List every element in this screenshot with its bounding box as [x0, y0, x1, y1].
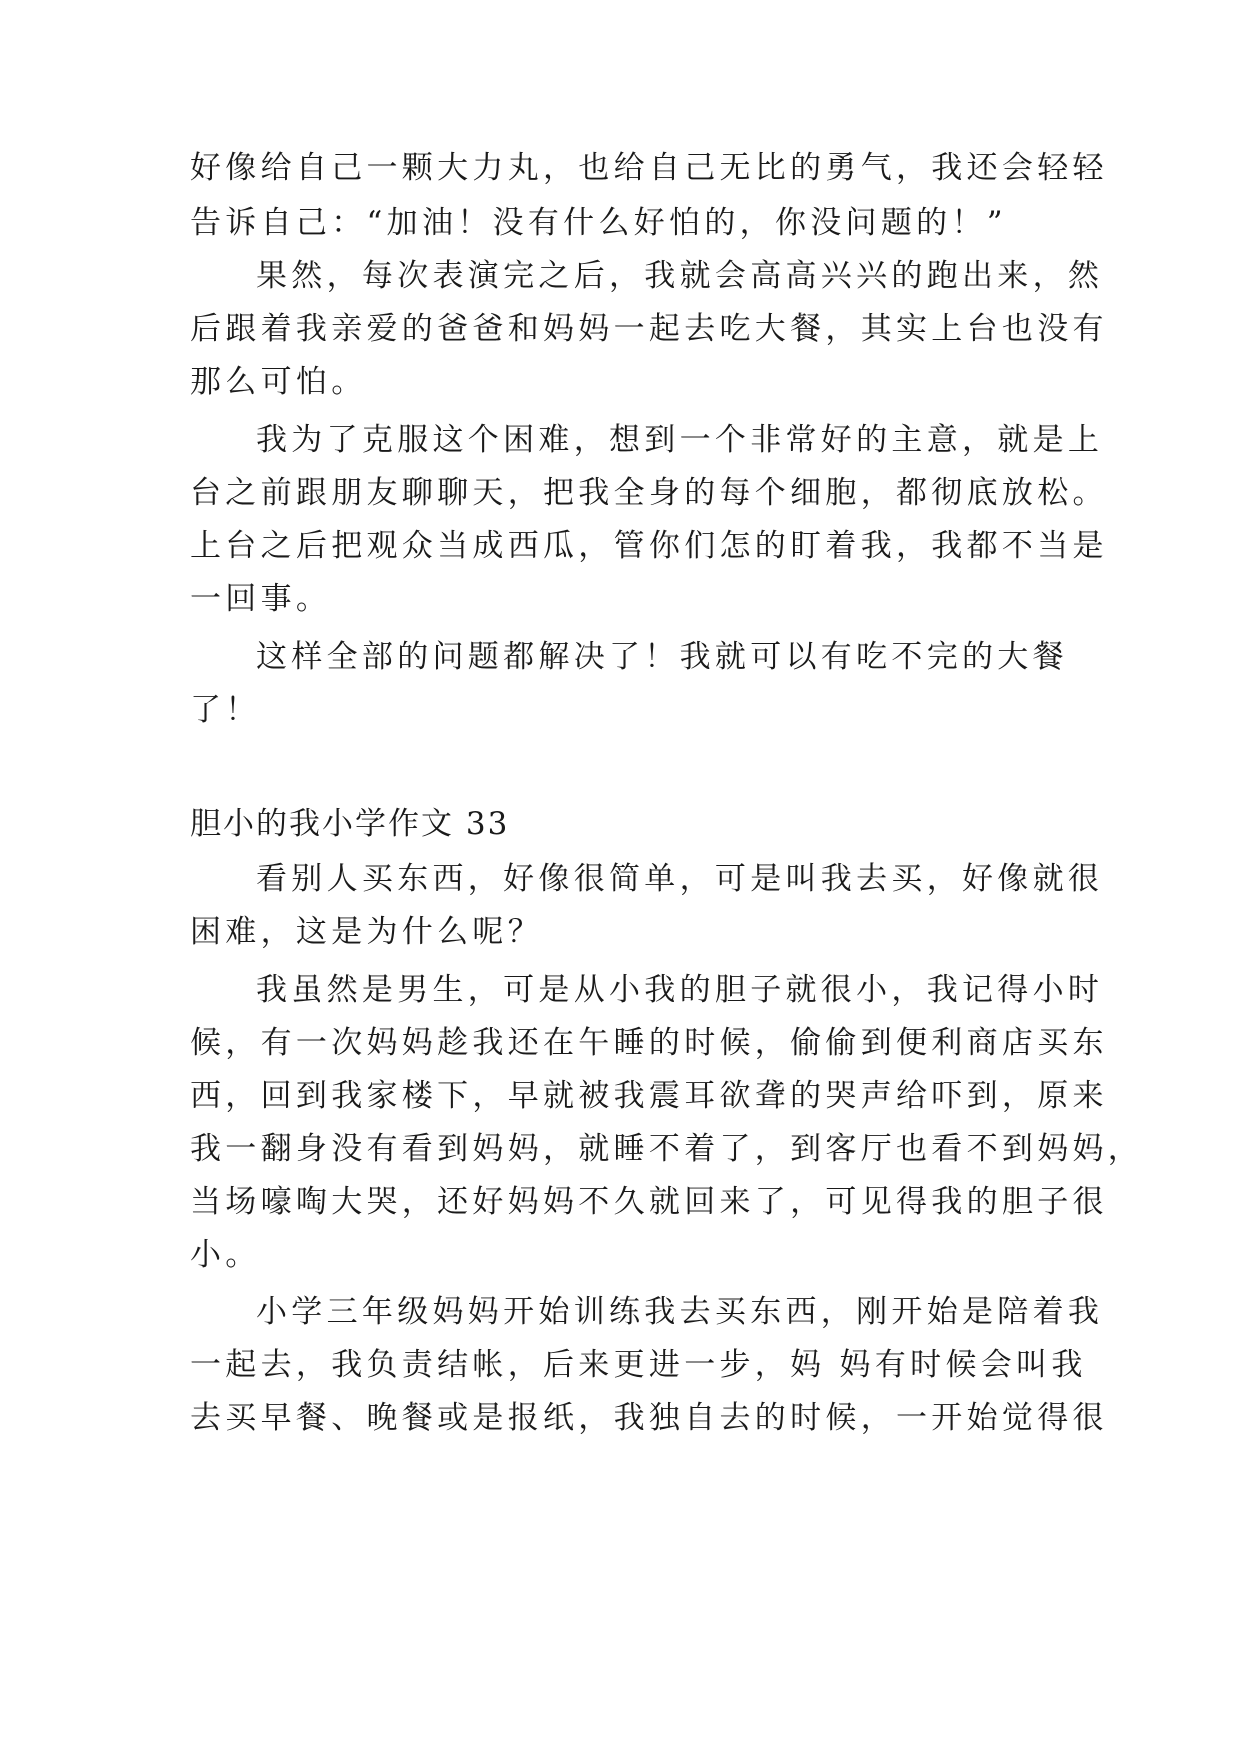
text-line: 了！	[190, 692, 261, 728]
text-line: 我一翻身没有看到妈妈，就睡不着了，到客厅也看不到妈妈，	[190, 1131, 1144, 1167]
text-line: 一起去，我负责结帐，后来更进一步，妈 妈有时候会叫我	[190, 1347, 1087, 1383]
text-line: 候，有一次妈妈趁我还在午睡的时候，偷偷到便利商店买东	[190, 1025, 1108, 1061]
text-line: 那么可怕。	[190, 364, 367, 400]
text-line: 这样全部的问题都解决了！我就可以有吃不完的大餐	[256, 639, 1068, 675]
text-line: 后跟着我亲爱的爸爸和妈妈一起去吃大餐，其实上台也没有	[190, 311, 1108, 347]
text-line: 台之前跟朋友聊聊天，把我全身的每个细胞，都彻底放松。	[190, 475, 1108, 511]
text-line: 我虽然是男生，可是从小我的胆子就很小，我记得小时	[256, 972, 1104, 1008]
text-line: 小学三年级妈妈开始训练我去买东西，刚开始是陪着我	[256, 1294, 1104, 1330]
text-line: 困难，这是为什么呢？	[190, 914, 543, 950]
text-line: 我为了克服这个困难，想到一个非常好的主意，就是上	[256, 422, 1104, 458]
text-line: 果然，每次表演完之后，我就会高高兴兴的跑出来，然	[256, 258, 1104, 294]
text-line: 告诉自己：“加油！没有什么好怕的，你没问题的！”	[190, 205, 1007, 241]
section-title: 胆小的我小学作文 33	[190, 806, 510, 842]
text-line: 小。	[190, 1237, 261, 1273]
text-line: 一回事。	[190, 581, 332, 617]
text-line: 去买早餐、晚餐或是报纸，我独自去的时候，一开始觉得很	[190, 1400, 1108, 1436]
text-line: 看别人买东西，好像很简单，可是叫我去买，好像就很	[256, 861, 1104, 897]
text-line: 当场嚎啕大哭，还好妈妈不久就回来了，可见得我的胆子很	[190, 1184, 1108, 1220]
text-line: 好像给自己一颗大力丸，也给自己无比的勇气，我还会轻轻	[190, 150, 1108, 186]
text-line: 上台之后把观众当成西瓜，管你们怎的盯着我，我都不当是	[190, 528, 1108, 564]
text-line: 西，回到我家楼下，早就被我震耳欲聋的哭声给吓到，原来	[190, 1078, 1108, 1114]
